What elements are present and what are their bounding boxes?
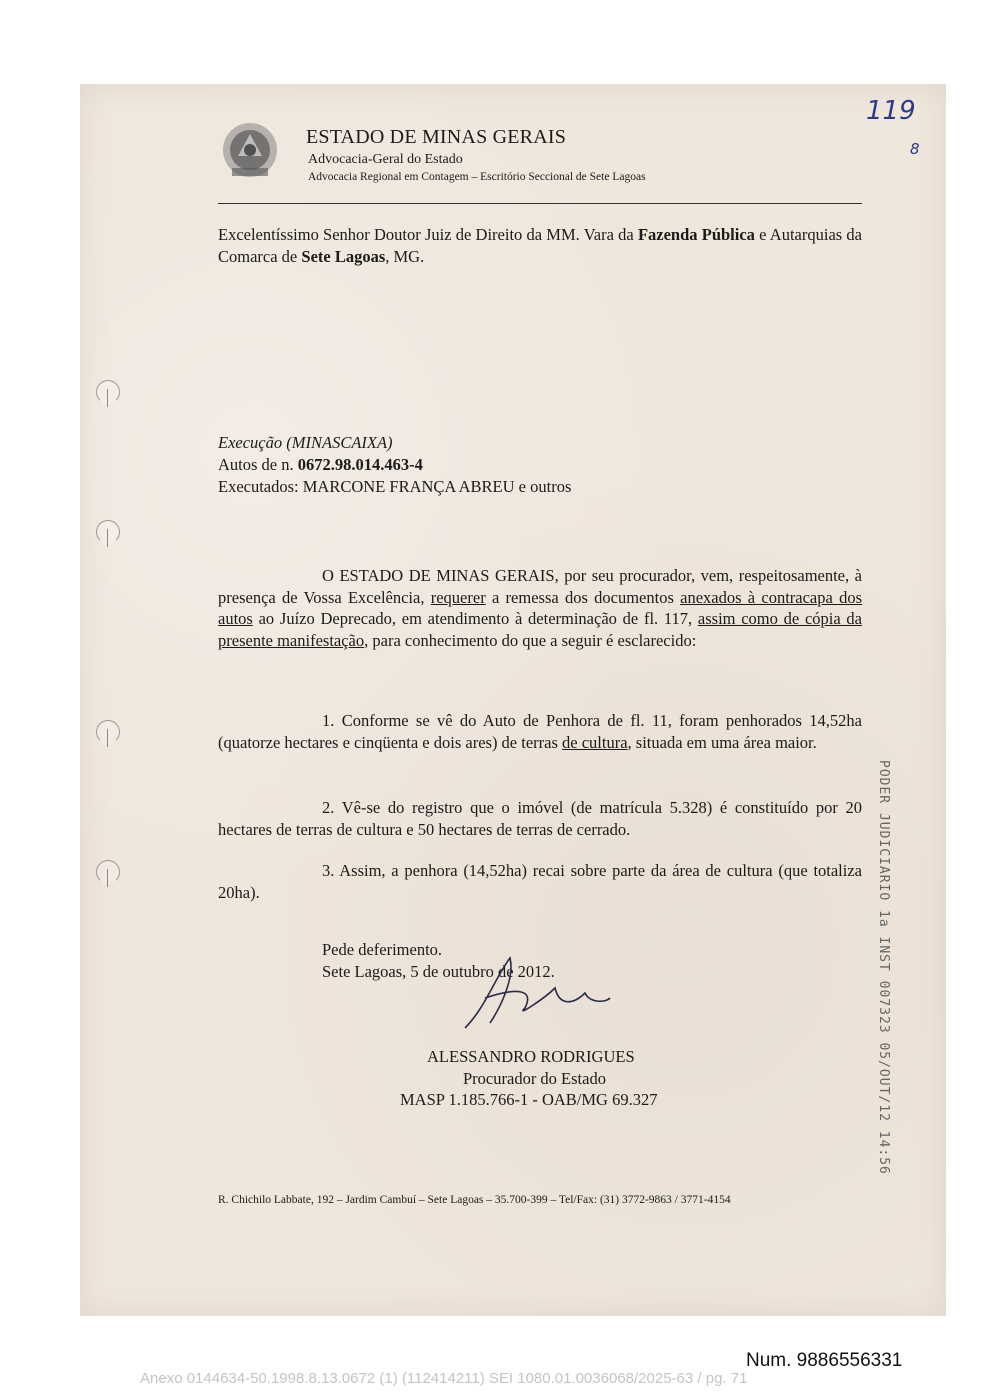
handwritten-page-number: 119	[866, 96, 916, 126]
header-office: Advocacia Regional em Contagem – Escritório Seccional de Sete Lagoas	[308, 171, 646, 183]
case-autos: Autos de n. 0672.98.014.463-4	[218, 455, 423, 474]
document-number: Num. 9886556331	[746, 1350, 903, 1371]
closing-place-date: Sete Lagoas, 5 de outubro de 2012.	[322, 962, 555, 981]
state-seal-icon	[218, 120, 282, 182]
handwritten-signature	[455, 948, 615, 1038]
intro-paragraph: O ESTADO DE MINAS GERAIS, por seu procurador, vem, respeitosamente, à presença de Vossa Excelência, requerer a remessa dos documentos anexados à contracapa dos autos ao Juízo Deprecado, em atendimento à determinação de fl. 117, assim como de cópia da presente manifestação, para conhecimento do que a seguir é esclarecido:	[218, 566, 863, 650]
signatory-ids: MASP 1.185.766-1 - OAB/MG 69.327	[400, 1090, 658, 1109]
addressee: Excelentíssimo Senhor Doutor Juiz de Direito da MM. Vara da Fazenda Pública e Autarquias da Comarca de Sete Lagoas, MG.	[218, 225, 862, 266]
item-2: 2. Vê-se do registro que o imóvel (de matrícula 5.328) é constituído por 20 hectares de terras de cultura e 50 hectares de terras de cerrado.	[218, 798, 862, 839]
case-type: Execução (MINASCAIXA)	[218, 433, 393, 452]
punch-hole-icon	[96, 520, 120, 544]
office-address-footer: R. Chichilo Labbate, 192 – Jardim Cambuí – Sete Lagoas – 35.700-399 – Tel/Fax: (31) 3772-9863 / 3771-4154	[218, 1194, 731, 1206]
header-divider	[218, 203, 862, 204]
closing-request: Pede deferimento.	[322, 940, 443, 959]
item-3: 3. Assim, a penhora (14,52ha) recai sobre parte da área de cultura (que totaliza 20ha).	[218, 861, 862, 902]
header-subtitle: Advocacia-Geral do Estado	[308, 152, 463, 167]
punch-hole-icon	[96, 860, 120, 884]
annex-reference: Anexo 0144634-50.1998.8.13.0672 (1) (112414211) SEI 1080.01.0036068/2025-63 / pg. 71	[140, 1370, 748, 1387]
header-title: ESTADO DE MINAS GERAIS	[306, 126, 567, 148]
signatory-name: ALESSANDRO RODRIGUES	[427, 1047, 635, 1066]
court-protocol-stamp: PODER JUDICIARIO 1a INST 007323 05/OUT/12 14:56	[876, 760, 891, 1175]
case-executados: Executados: MARCONE FRANÇA ABREU e outros	[218, 477, 572, 496]
item-1: 1. Conforme se vê do Auto de Penhora de fl. 11, foram penhorados 14,52ha (quatorze hectares e cinqüenta e dois ares) de terras de cultura, situada em uma área maior.	[218, 711, 862, 752]
signatory-role: Procurador do Estado	[463, 1069, 606, 1088]
punch-hole-icon	[96, 720, 120, 744]
punch-hole-icon	[96, 380, 120, 404]
handwritten-mark: 8	[910, 140, 920, 158]
scanned-page	[80, 84, 946, 1316]
